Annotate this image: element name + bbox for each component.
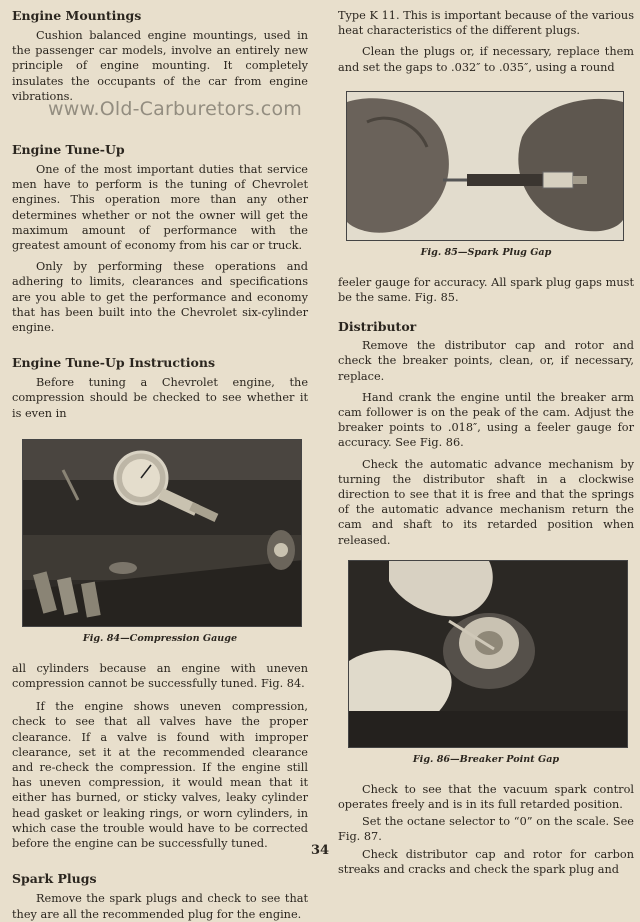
paragraph-distributor-2: Hand crank the engine until the breaker arm cam follower is on the peak of the cam. Adjust the breaker points to .018″, using a feeler gauge for accuracy. See Fig. 86.: [338, 390, 634, 450]
figure-86-caption: Fig. 86—Breaker Point Gap: [412, 753, 560, 765]
paragraph-spark-plugs: Remove the spark plugs and check to see that they are all the recommended plug for the engine.: [12, 892, 308, 921]
heading-distributor: Distributor: [338, 319, 417, 335]
figure-85-photo: [346, 91, 624, 241]
heading-tune-up-instructions: Engine Tune-Up Instructions: [12, 355, 215, 371]
paragraph-mountings: Cushion balanced engine mountings, used in the passenger car models, involve an entirely new principle of engine mounting. It completely insulates the occupants of the car from engine vibrations.: [12, 29, 308, 103]
paragraph-instructions: Before tuning a Chevrolet engine, the compression should be checked to see whether it is even in: [12, 376, 308, 420]
watermark: www.Old-Carburetors.com: [48, 98, 302, 120]
figure-84-caption: Fig. 84—Compression Gauge: [82, 632, 238, 644]
paragraph-after-fig86-1: Check to see that the vacuum spark control operates freely and is in its full retarded position.: [338, 782, 634, 812]
right-column: [338, 8, 634, 877]
paragraph-continued-2: Clean the plugs or, if necessary, replace them and set the gaps to .032″ to .035″, using a round: [338, 45, 634, 74]
page-number: 34: [310, 843, 330, 858]
paragraph-tune-up-1: One of the most important duties that service men have to perform is the tuning of Chevrolet engines. This operation more than any other determines whether or not the owner will get the maximum amount of performance with the greatest amount of economy from his car or truck.: [12, 163, 308, 253]
paragraph-after-fig86-2: Set the octane selector to “0” on the scale. See Fig. 87.: [338, 815, 634, 844]
figure-84-photo: [22, 439, 302, 627]
paragraph-after-fig86-3: Check distributor cap and rotor for carbon streaks and cracks and check the spark plug and: [338, 847, 634, 876]
left-column: [12, 8, 308, 922]
heading-engine-mountings: Engine Mountings: [12, 8, 142, 23]
figure-85-caption: Fig. 85—Spark Plug Gap: [420, 246, 552, 258]
paragraph-distributor-1: Remove the distributor cap and rotor and check the breaker points, clean, or, if necessary, replace.: [338, 339, 634, 383]
paragraph-tune-up-2: Only by performing these operations and adhering to limits, clearances and specifications are you able to get the performance and economy that has been built into the Chevrolet six-cylinder engine.: [12, 260, 308, 335]
compression-gauge-image: [23, 440, 302, 626]
paragraph-after-fig84-1: all cylinders because an engine with uneven compression cannot be successfully tuned. Fig. 84.: [12, 661, 308, 691]
paragraph-after-fig85: feeler gauge for accuracy. All spark plug gaps must be the same. Fig. 85.: [338, 275, 634, 305]
paragraph-after-fig84-2: If the engine shows uneven compression, check to see that all valves have the proper clearance. If a valve is found with improper clearance, set it at the recommended clearance and re-check the compression. If the engine still has uneven compression, it would mean that it either has burned, or sticky valves, leaky cylinder head gasket or leaking rings, or worn cylinders, in which case the trouble would have to be corrected before the engine can be successfully tuned.: [12, 700, 308, 851]
heading-engine-tune-up: Engine Tune-Up: [12, 142, 125, 158]
paragraph-distributor-3: Check the automatic advance mechanism by turning the distributor shaft in a clockwise direction to see that it is free and that the springs of the automatic advance mechanism return the cam and shaft to its retarded position when released.: [338, 457, 634, 547]
paragraph-continued-1: Type K 11. This is important because of the various heat characteristics of the different plugs.: [338, 9, 634, 38]
figure-86-photo: [348, 560, 628, 748]
breaker-point-gap-image: [349, 561, 627, 747]
heading-spark-plugs: Spark Plugs: [12, 871, 97, 887]
spark-plug-gap-image: [347, 92, 623, 240]
